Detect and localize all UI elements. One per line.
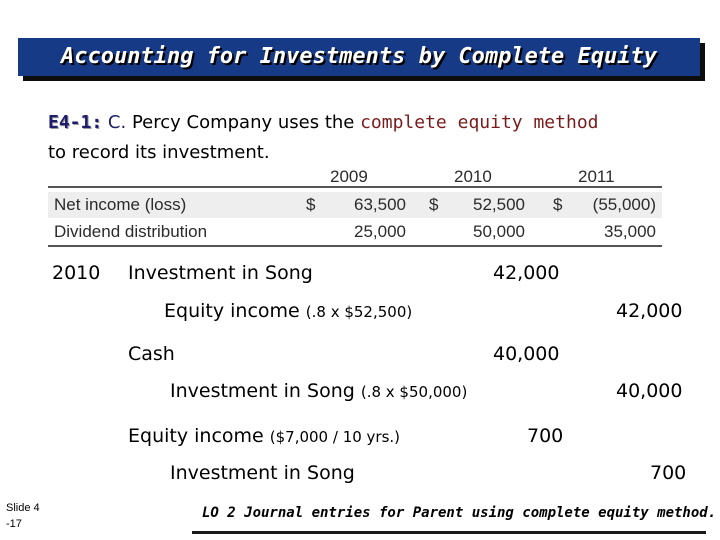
intro-highlight: complete equity method — [360, 112, 599, 133]
footer-rule — [192, 531, 706, 534]
je3-credit-amount: 700 — [650, 462, 687, 484]
journal-year: 2010 — [52, 262, 101, 284]
row-label: Dividend distribution — [54, 222, 208, 241]
year-header: 2010 — [454, 167, 492, 186]
je3-debit-note: ($7,000 / 10 yrs.) — [269, 428, 401, 446]
table-rule — [48, 186, 662, 188]
je3-credit-account: Investment in Song — [170, 462, 355, 484]
je2-credit-account: Investment in Song — [170, 380, 355, 402]
table-row — [48, 219, 662, 245]
je3-debit-amount: 700 — [527, 425, 564, 447]
learning-objective: LO 2 Journal entries for Parent using complete equity method. — [202, 505, 717, 521]
table-cell: 52,500 — [473, 195, 525, 214]
table-cell: (55,000) — [592, 195, 656, 214]
table-cell: 63,500 — [354, 195, 406, 214]
table-rule — [48, 245, 662, 247]
slide-number-line-1: Slide 4 — [6, 502, 40, 514]
year-header: 2009 — [330, 167, 368, 186]
slide-number-line-2: -17 — [6, 518, 22, 530]
je1-debit-amount: 42,000 — [493, 262, 560, 284]
je1-credit-note: (.8 x $52,500) — [305, 303, 413, 321]
title-bar — [18, 38, 700, 76]
slide-title: Accounting for Investments by Complete Equity — [60, 44, 658, 69]
row-label: Net income (loss) — [54, 195, 187, 214]
currency-symbol: $ — [306, 195, 316, 214]
intro-text: Percy Company uses the — [126, 112, 361, 133]
table-cell: 50,000 — [473, 222, 525, 241]
intro-paragraph — [48, 108, 688, 168]
je1-credit-account: Equity income — [164, 300, 300, 322]
table-cell: 35,000 — [604, 222, 656, 241]
je2-debit-account: Cash — [128, 343, 175, 365]
je2-credit-amount: 40,000 — [616, 380, 683, 402]
exercise-code: E4-1: — [48, 112, 103, 133]
table-cell: 25,000 — [354, 222, 406, 241]
je3-debit-account: Equity income — [128, 425, 264, 447]
je1-credit-amount: 42,000 — [616, 300, 683, 322]
je3-debit-line — [128, 425, 400, 447]
intro-text-2: to record its investment. — [48, 142, 270, 163]
table-row — [48, 192, 662, 218]
je1-credit-line — [164, 300, 412, 322]
je2-credit-line — [170, 380, 467, 402]
currency-symbol: $ — [429, 195, 439, 214]
je2-credit-note: (.8 x $50,000) — [360, 383, 468, 401]
year-header: 2011 — [578, 167, 615, 186]
currency-symbol: $ — [553, 195, 563, 214]
exercise-part: C. — [107, 112, 127, 133]
je1-debit-account: Investment in Song — [128, 262, 313, 284]
je2-debit-amount: 40,000 — [493, 343, 560, 365]
slide-number — [6, 500, 40, 532]
